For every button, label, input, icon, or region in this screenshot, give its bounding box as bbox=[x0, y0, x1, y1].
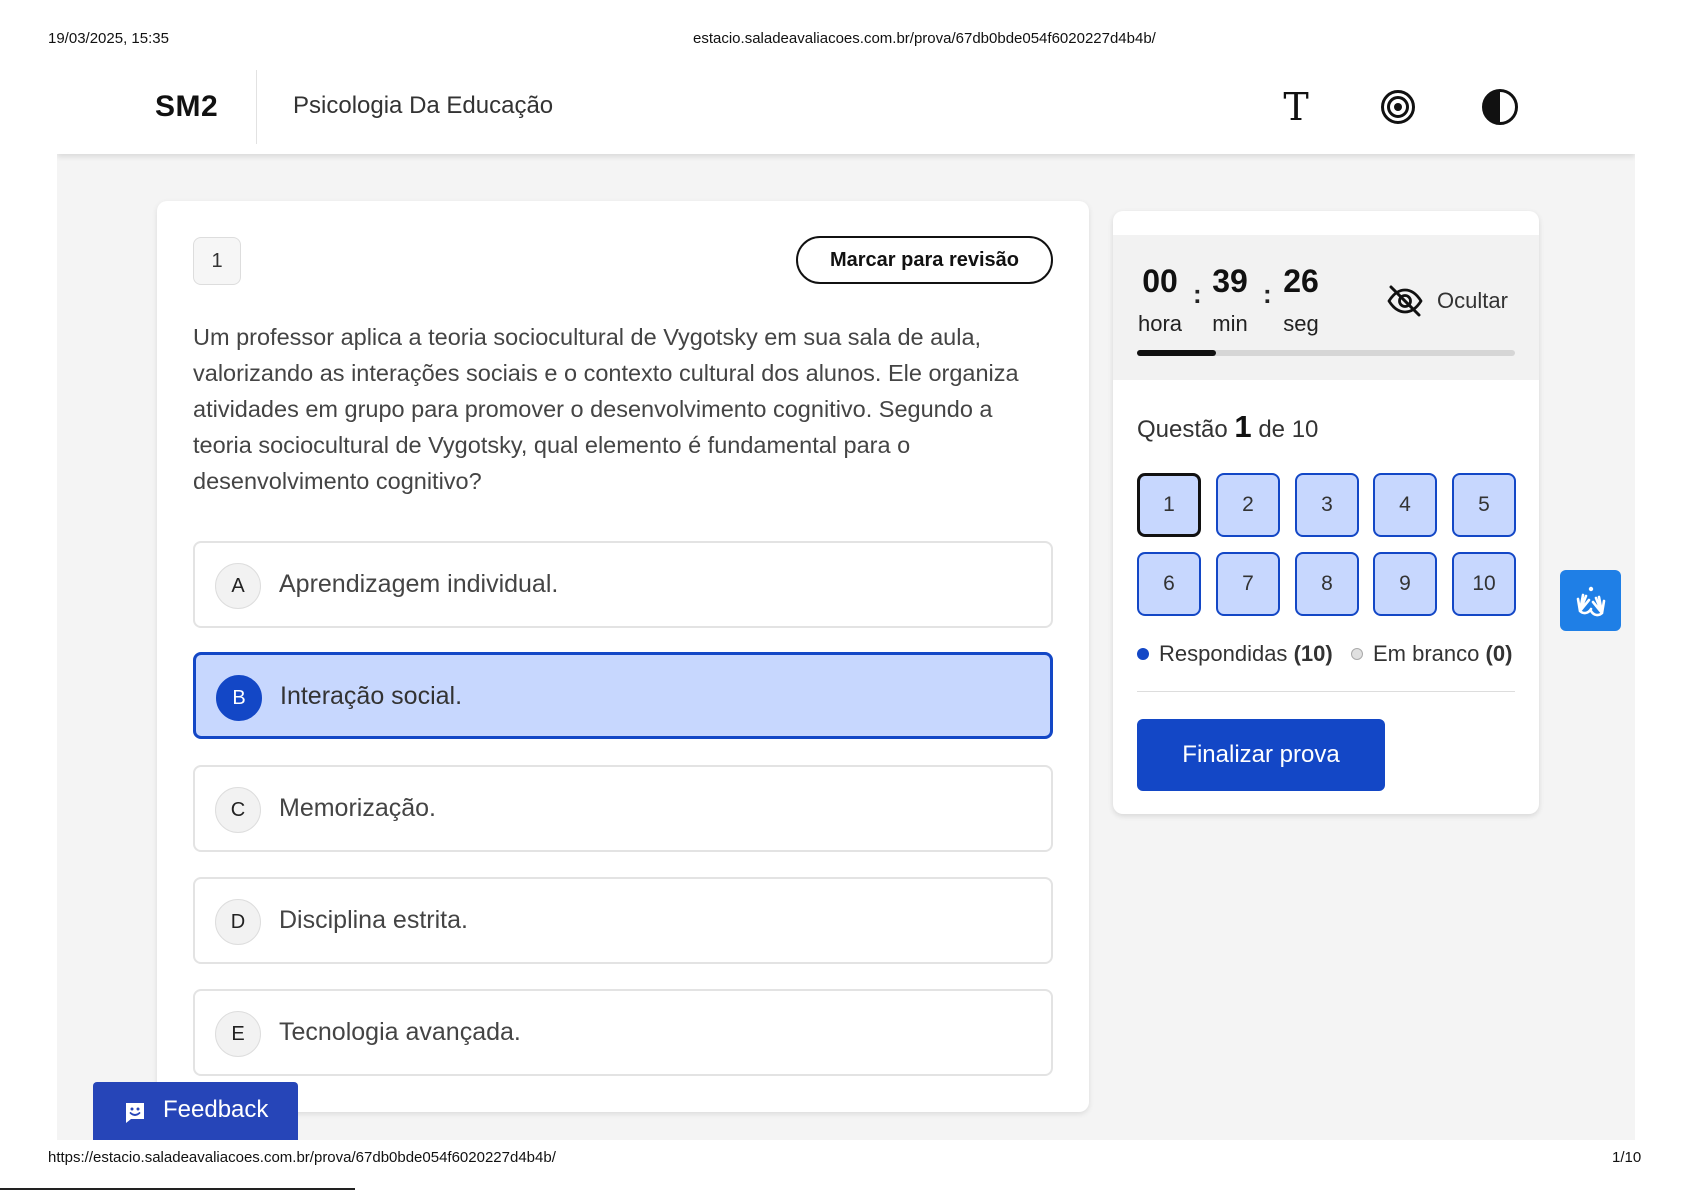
option-c[interactable] bbox=[193, 765, 1053, 852]
option-text: Aprendizagem individual. bbox=[279, 570, 559, 598]
option-letter: B bbox=[216, 675, 262, 721]
print-footer bbox=[0, 1140, 1685, 1191]
print-page-number: 1/10 bbox=[1612, 1149, 1642, 1166]
divider bbox=[256, 70, 257, 144]
exam-page bbox=[57, 62, 1635, 1140]
divider bbox=[1137, 691, 1515, 692]
option-b[interactable] bbox=[193, 652, 1053, 739]
option-text: Interação social. bbox=[280, 682, 463, 710]
timer-minutes: 39 bbox=[1212, 263, 1248, 299]
sign-language-hands-icon bbox=[1571, 581, 1611, 621]
option-d[interactable] bbox=[193, 877, 1053, 964]
top-bar bbox=[57, 62, 1635, 154]
print-header bbox=[0, 0, 1685, 60]
nav-question-4[interactable]: 4 bbox=[1373, 473, 1437, 537]
question-number: 1 bbox=[193, 237, 241, 285]
option-text: Tecnologia avançada. bbox=[279, 1018, 521, 1046]
focus-target-icon bbox=[1380, 89, 1416, 125]
answered-count: (10) bbox=[1293, 641, 1333, 666]
counter-current: 1 bbox=[1234, 409, 1252, 444]
timer-minutes-label: min bbox=[1212, 311, 1248, 336]
option-text: Disciplina estrita. bbox=[279, 906, 468, 934]
counter-suffix: de 10 bbox=[1258, 416, 1319, 443]
feedback-button[interactable] bbox=[93, 1082, 298, 1140]
contrast-button[interactable] bbox=[1475, 82, 1525, 132]
timer-hours-label: hora bbox=[1137, 311, 1183, 336]
hide-timer-button[interactable] bbox=[1385, 279, 1525, 323]
exam-sidebar bbox=[1113, 211, 1539, 814]
question-counter bbox=[1137, 409, 1318, 445]
font-size-icon: T bbox=[1283, 85, 1309, 129]
nav-question-1[interactable]: 1 bbox=[1137, 473, 1201, 537]
answered-dot-icon bbox=[1137, 648, 1149, 660]
finish-exam-button[interactable]: Finalizar prova bbox=[1137, 719, 1385, 791]
blank-label: Em branco bbox=[1373, 641, 1480, 666]
font-size-button[interactable] bbox=[1271, 82, 1321, 132]
print-url: estacio.saladeavaliacoes.com.br/prova/67db0bde054f6020227d4b4b/ bbox=[693, 30, 1156, 47]
option-letter: A bbox=[215, 563, 261, 609]
timer-seconds-label: seg bbox=[1283, 311, 1319, 336]
counter-prefix: Questão bbox=[1137, 416, 1228, 443]
answered-legend bbox=[1159, 641, 1333, 667]
eye-off-icon bbox=[1385, 281, 1425, 321]
focus-mode-button[interactable] bbox=[1373, 82, 1423, 132]
option-text: Memorização. bbox=[279, 794, 436, 822]
blank-count: (0) bbox=[1485, 641, 1513, 666]
option-letter: C bbox=[215, 787, 261, 833]
answer-legend bbox=[1137, 639, 1517, 669]
timer-progress-track bbox=[1137, 350, 1515, 356]
timer bbox=[1113, 235, 1539, 380]
nav-question-9[interactable]: 9 bbox=[1373, 552, 1437, 616]
nav-question-2[interactable]: 2 bbox=[1216, 473, 1280, 537]
nav-question-8[interactable]: 8 bbox=[1295, 552, 1359, 616]
question-card bbox=[157, 201, 1089, 1112]
nav-question-10[interactable]: 10 bbox=[1452, 552, 1516, 616]
option-a[interactable] bbox=[193, 541, 1053, 628]
option-e[interactable] bbox=[193, 989, 1053, 1076]
option-letter: E bbox=[215, 1011, 261, 1057]
smile-chat-icon bbox=[123, 1100, 147, 1124]
divider bbox=[0, 1188, 355, 1190]
hide-timer-label: Ocultar bbox=[1437, 288, 1508, 313]
nav-question-7[interactable]: 7 bbox=[1216, 552, 1280, 616]
print-footer-url: https://estacio.saladeavaliacoes.com.br/prova/67db0bde054f6020227d4b4b/ bbox=[48, 1149, 556, 1166]
course-title: Psicologia Da Educação bbox=[293, 92, 554, 119]
nav-question-3[interactable]: 3 bbox=[1295, 473, 1359, 537]
sign-language-button[interactable] bbox=[1560, 570, 1621, 631]
blank-legend bbox=[1373, 641, 1512, 667]
timer-separator: : bbox=[1193, 279, 1202, 309]
nav-question-6[interactable]: 6 bbox=[1137, 552, 1201, 616]
nav-question-5[interactable]: 5 bbox=[1452, 473, 1516, 537]
timer-seconds: 26 bbox=[1283, 263, 1319, 299]
mark-for-review-button[interactable]: Marcar para revisão bbox=[796, 236, 1053, 284]
brand-logo: SM2 bbox=[155, 90, 219, 123]
contrast-icon bbox=[1481, 88, 1519, 126]
timer-progress-fill bbox=[1137, 350, 1216, 356]
timer-hours: 00 bbox=[1142, 263, 1178, 299]
feedback-label: Feedback bbox=[163, 1096, 269, 1123]
question-text: Um professor aplica a teoria sociocultural de Vygotsky em sua sala de aula, valorizando as interações sociais e o contexto cultural dos alunos. Ele organiza atividades em grupo para promover o desenvolvimento cognitivo. Segundo a teoria sociocultural de Vygotsky, qual elemento é fundamental para o desenvolvimento cognitivo? bbox=[193, 324, 1019, 494]
print-datetime: 19/03/2025, 15:35 bbox=[48, 30, 169, 47]
option-letter: D bbox=[215, 899, 261, 945]
blank-dot-icon bbox=[1351, 648, 1363, 660]
timer-separator: : bbox=[1263, 279, 1272, 309]
answered-label: Respondidas bbox=[1159, 641, 1288, 666]
